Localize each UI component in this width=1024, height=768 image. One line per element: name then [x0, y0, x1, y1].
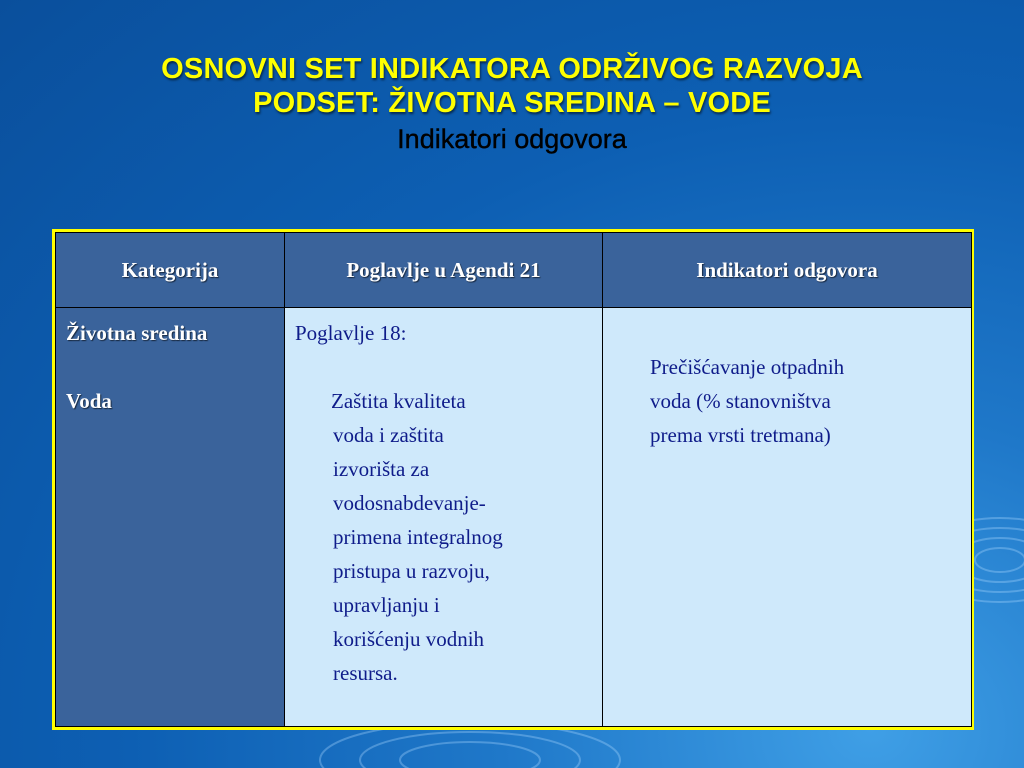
chapter-line: vodosnabdevanje- — [333, 491, 486, 515]
indicator-cell — [603, 308, 972, 727]
chapter-line: upravljanju i — [333, 593, 440, 617]
header-indikatori: Indikatori odgovora — [603, 233, 972, 308]
chapter-description — [295, 384, 602, 690]
title-line-1: OSNOVNI SET INDIKATORA ODRŽIVOG RAZVOJA — [161, 53, 863, 85]
indicator-line: Prečišćavanje otpadnih — [650, 355, 845, 379]
table-header-row — [56, 233, 972, 308]
slide-title — [0, 52, 1024, 158]
indicator-table — [52, 229, 974, 730]
chapter-line: resursa. — [333, 661, 398, 685]
header-kategorija: Kategorija — [56, 233, 285, 308]
indicator-line: voda (% stanovništva — [650, 389, 831, 413]
table-row — [56, 308, 972, 727]
chapter-cell — [285, 308, 603, 727]
indicator-description — [650, 350, 940, 452]
chapter-heading: Poglavlje 18: — [295, 321, 407, 345]
chapter-line: izvorišta za — [333, 457, 430, 481]
title-line-3: Indikatori odgovora — [397, 124, 627, 154]
title-line-2: PODSET: ŽIVOTNA SREDINA – VODE — [253, 87, 771, 119]
chapter-line: korišćenju vodnih — [333, 627, 485, 651]
indicator-line: prema vrsti tretmana) — [650, 423, 831, 447]
category-zivotna-sredina: Životna sredina — [66, 321, 208, 345]
chapter-line: primena integralnog — [333, 525, 503, 549]
chapter-line: pristupa u razvoju, — [333, 559, 490, 583]
chapter-line: Zaštita kvaliteta — [331, 389, 466, 413]
header-poglavlje: Poglavlje u Agendi 21 — [285, 233, 603, 308]
category-cell — [56, 308, 285, 727]
category-voda: Voda — [66, 389, 112, 413]
chapter-line: voda i zaštita — [333, 423, 444, 447]
